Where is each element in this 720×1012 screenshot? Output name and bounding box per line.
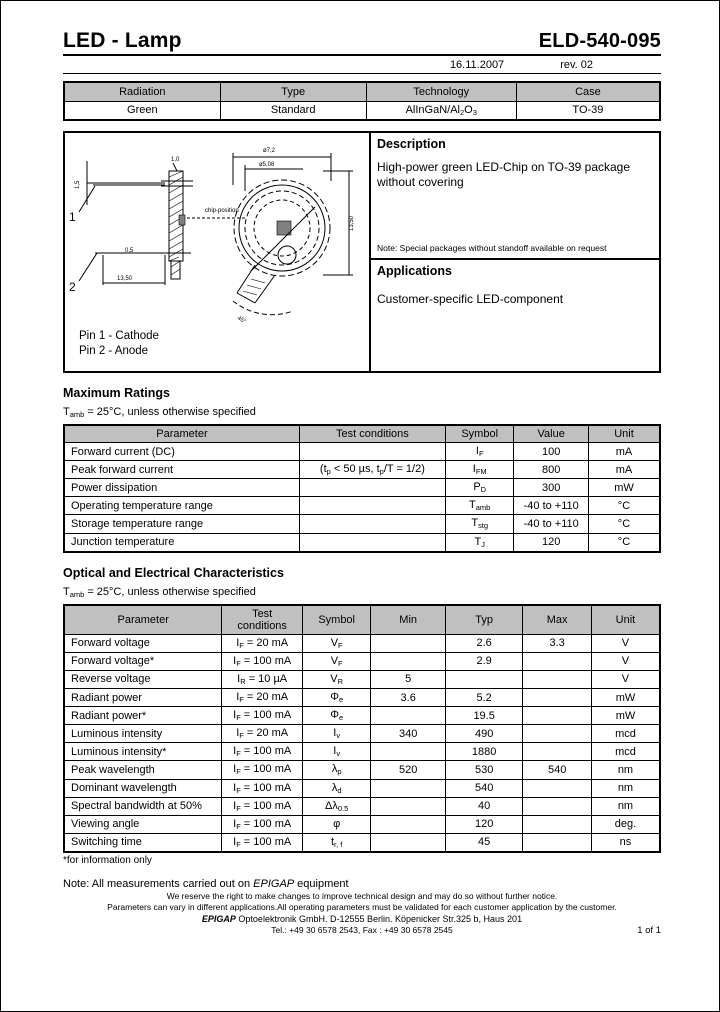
- oc-cond-sub: F: [236, 713, 241, 723]
- mr-cond-prefix: T: [63, 406, 70, 418]
- oc-cond-prefix: T: [63, 585, 70, 598]
- mr-symbol-main: T: [469, 499, 476, 512]
- oc-cond-sub: F: [236, 821, 241, 831]
- table-row: [64, 797, 660, 815]
- oc-unit: nm: [591, 761, 660, 779]
- mr-symbol-sub: stg: [478, 521, 489, 531]
- oc-cond-sub: F: [239, 731, 244, 741]
- dim-outer-diameter-label: ø7,2: [263, 148, 276, 154]
- oc-typ: 490: [445, 725, 522, 743]
- oc-unit: nm: [591, 779, 660, 797]
- summary-table: [63, 81, 661, 121]
- mr-parameter: Power dissipation: [64, 479, 299, 497]
- oc-symbol-sub: e: [338, 713, 344, 723]
- document-header: [63, 29, 661, 74]
- oc-cond-rest: = 100 mA: [240, 817, 292, 830]
- oc-max: 3.3: [523, 634, 592, 652]
- oc-symbol-main: Δλ: [325, 799, 338, 812]
- oc-test-conditions: [222, 689, 302, 707]
- oc-typ: 45: [445, 833, 522, 852]
- oc-cond-sub: F: [236, 785, 241, 795]
- oc-header-test-conditions: [222, 605, 302, 635]
- oc-cond-main: I: [236, 691, 240, 704]
- table-row: [64, 707, 660, 725]
- optical-characteristics-title: Optical and Electrical Characteristics: [63, 565, 284, 580]
- oc-typ: 120: [445, 815, 522, 833]
- table-row: [64, 443, 660, 461]
- oc-cond-sub: F: [236, 749, 241, 759]
- mr-header-parameter: Parameter: [64, 425, 299, 443]
- maximum-ratings-condition: [63, 406, 661, 419]
- oc-header-typ: Typ: [445, 605, 522, 635]
- summary-value-row: [64, 101, 660, 120]
- oc-symbol-main: I: [333, 727, 337, 740]
- oc-max: [523, 725, 592, 743]
- oc-cond-main: I: [236, 636, 240, 649]
- description-column: [371, 133, 659, 371]
- oc-test-conditions: [222, 779, 302, 797]
- mr-unit: mW: [588, 479, 660, 497]
- oc-min: [371, 833, 446, 852]
- oc-test-conditions: [222, 634, 302, 652]
- page-content: [63, 29, 661, 936]
- mr-symbol-sub: FM: [475, 467, 487, 477]
- mr-symbol: [445, 443, 514, 461]
- table-row: [64, 515, 660, 533]
- oc-parameter: Radiant power*: [64, 707, 222, 725]
- oc-symbol: [302, 725, 371, 743]
- oc-typ: 540: [445, 779, 522, 797]
- footer-disclaimer-1: We reserve the right to make changes to improve technical design and may do so without further notice.: [166, 890, 558, 901]
- oc-header-test-line1: Test: [252, 607, 273, 620]
- oc-symbol-main: I: [333, 745, 337, 758]
- oc-min: [371, 779, 446, 797]
- oc-cond-sub: F: [236, 803, 241, 813]
- oc-symbol-main: V: [330, 636, 339, 649]
- table-row: [64, 815, 660, 833]
- mr-test-conditions: [299, 443, 445, 461]
- oc-parameter: Radiant power: [64, 689, 222, 707]
- oc-parameter: Forward voltage: [64, 634, 222, 652]
- dim-seat-label: 0,5: [125, 248, 134, 254]
- mr-symbol: [445, 479, 514, 497]
- oc-symbol-main: Φ: [330, 691, 339, 704]
- oc-cond-rest: = 20 mA: [243, 636, 289, 649]
- oc-symbol-sub: d: [337, 785, 342, 795]
- oc-max: [523, 797, 592, 815]
- oc-typ: 2.9: [445, 652, 522, 670]
- oc-unit: deg.: [591, 815, 660, 833]
- oc-cond-rest: = 100 mA: [240, 781, 292, 794]
- package-drawing: [65, 133, 371, 371]
- oc-min: [371, 815, 446, 833]
- mr-symbol-main: T: [474, 535, 482, 548]
- oc-header-parameter: Parameter: [64, 605, 222, 635]
- oc-test-conditions: [222, 670, 302, 688]
- oc-symbol-sub: F: [338, 640, 343, 650]
- oc-symbol: [302, 779, 371, 797]
- oc-cond-main: I: [233, 763, 237, 776]
- dim-angle-label: 45°: [236, 315, 247, 326]
- oc-symbol-sub: 0.5: [337, 803, 349, 813]
- oc-cond-main: I: [233, 654, 237, 667]
- summary-header-type: Type: [220, 82, 366, 101]
- oc-parameter: Forward voltage*: [64, 652, 222, 670]
- document-footer: [63, 878, 661, 936]
- footer-company-address: [63, 913, 661, 925]
- maximum-ratings-table: [63, 424, 661, 553]
- table-row: [64, 779, 660, 797]
- mr-parameter: Peak forward current: [64, 461, 299, 479]
- oc-cond-main: I: [233, 709, 237, 722]
- oc-symbol-sub: p: [337, 767, 342, 777]
- oc-unit: V: [591, 634, 660, 652]
- oc-header-unit: Unit: [591, 605, 660, 635]
- oc-min: [371, 743, 446, 761]
- oc-typ: 19.5: [445, 707, 522, 725]
- oc-symbol-main: λ: [331, 781, 338, 794]
- table-row: [64, 461, 660, 479]
- mr-symbol: [445, 533, 514, 552]
- technology-formula-pre: AlInGaN/Al: [405, 103, 461, 116]
- document-date: 16.11.2007: [449, 59, 505, 71]
- oc-test-conditions: [222, 725, 302, 743]
- oc-typ: 5.2: [445, 689, 522, 707]
- oc-unit: mcd: [591, 725, 660, 743]
- mr-parameter: Storage temperature range: [64, 515, 299, 533]
- oc-symbol-main: φ: [333, 817, 341, 830]
- summary-header-radiation: Radiation: [64, 82, 220, 101]
- summary-header-row: [64, 82, 660, 101]
- oc-unit: mW: [591, 707, 660, 725]
- oc-cond-rest: = 100 mA: [240, 763, 292, 776]
- oc-parameter: Luminous intensity*: [64, 743, 222, 761]
- oc-symbol-sub: F: [338, 658, 343, 668]
- oc-symbol-sub: e: [338, 695, 344, 705]
- mr-symbol: [445, 497, 514, 515]
- mr-header-row: [64, 425, 660, 443]
- oc-cond-rest: = 100 mA: [240, 799, 292, 812]
- part-number: ELD-540-095: [538, 30, 661, 52]
- optical-characteristics-table: [63, 604, 661, 853]
- oc-test-conditions: [222, 833, 302, 852]
- oc-min: [371, 797, 446, 815]
- footer-note-suffix: equipment: [294, 877, 349, 890]
- oc-cond-sub: F: [236, 658, 241, 668]
- oc-symbol-main: t: [330, 835, 335, 848]
- summary-value-case: TO-39: [516, 101, 660, 120]
- footer-note-brand: EPIGAP: [253, 877, 295, 890]
- table-row: [64, 652, 660, 670]
- oc-min: 520: [371, 761, 446, 779]
- header-title-row: [63, 29, 661, 53]
- oc-min: [371, 707, 446, 725]
- oc-symbol-sub: v: [336, 749, 341, 759]
- oc-symbol: [302, 743, 371, 761]
- oc-typ: 40: [445, 797, 522, 815]
- summary-header-technology: Technology: [366, 82, 516, 101]
- oc-max: [523, 779, 592, 797]
- oc-max: [523, 652, 592, 670]
- mr-symbol-sub: J: [481, 539, 485, 549]
- oc-max: [523, 743, 592, 761]
- oc-cond-rest: = 100 mA: [240, 654, 292, 667]
- mr-test-conditions: [299, 515, 445, 533]
- oc-symbol: [302, 797, 371, 815]
- oc-cond-rest: = 10 µA: [245, 672, 288, 685]
- mr-header-value: Value: [514, 425, 589, 443]
- oc-symbol-main: V: [330, 654, 339, 667]
- table-row: [64, 833, 660, 852]
- optical-characteristics-condition: [63, 586, 661, 599]
- oc-parameter: Reverse voltage: [64, 670, 222, 688]
- header-divider-2: [63, 73, 661, 74]
- dim-top-label: 1,0: [171, 157, 180, 163]
- oc-header-min: Min: [371, 605, 446, 635]
- oc-max: [523, 815, 592, 833]
- dim-total-label: 13,50: [117, 276, 133, 282]
- oc-cond-main: I: [236, 727, 240, 740]
- footer-contact: Tel.: +49 30 6578 2543, Fax : +49 30 6578 2545: [271, 924, 453, 935]
- dim-length-label: 13,50: [349, 215, 355, 231]
- oc-symbol: [302, 670, 371, 688]
- oc-symbol-main: Φ: [330, 709, 339, 722]
- oc-symbol: [302, 652, 371, 670]
- oc-symbol-sub: R: [337, 677, 344, 687]
- technology-formula-sub2: 3: [472, 107, 477, 117]
- oc-unit: mcd: [591, 743, 660, 761]
- oc-max: [523, 689, 592, 707]
- oc-typ: 1880: [445, 743, 522, 761]
- oc-parameter: Dominant wavelength: [64, 779, 222, 797]
- oc-min: [371, 652, 446, 670]
- oc-header-symbol: Symbol: [302, 605, 371, 635]
- document-revision: rev. 02: [560, 59, 593, 71]
- optical-footnote: *for information only: [63, 854, 152, 866]
- oc-max: [523, 707, 592, 725]
- footer-disclaimer-2: Parameters can vary in different applications.All operating parameters must be validated for each customer application by the customer.: [107, 901, 617, 912]
- oc-header-row: [64, 605, 660, 635]
- oc-cond-sub: amb: [69, 589, 85, 599]
- oc-symbol-sub: r, f: [334, 839, 343, 849]
- oc-unit: V: [591, 652, 660, 670]
- pin-2-label: Pin 2 - Anode: [79, 345, 149, 357]
- oc-symbol-sub: v: [336, 731, 341, 741]
- mr-value: -40 to +110: [514, 497, 589, 515]
- oc-test-conditions: [222, 652, 302, 670]
- table-row: [64, 761, 660, 779]
- mr-unit: mA: [588, 461, 660, 479]
- oc-typ: 530: [445, 761, 522, 779]
- oc-test-conditions: [222, 743, 302, 761]
- oc-cond-sub: F: [239, 695, 244, 705]
- summary-value-type: Standard: [220, 101, 366, 120]
- dim-height-label: 1,5: [75, 180, 81, 189]
- table-row: [64, 743, 660, 761]
- oc-header-max: Max: [523, 605, 592, 635]
- mr-cond-rest: = 25°C, unless otherwise specified: [84, 406, 256, 418]
- table-row: [64, 479, 660, 497]
- oc-parameter: Spectral bandwidth at 50%: [64, 797, 222, 815]
- mr-test-conditions: [299, 497, 445, 515]
- oc-min: [371, 634, 446, 652]
- summary-header-case: Case: [516, 82, 660, 101]
- technology-formula-sub1: 2: [460, 107, 465, 117]
- description-heading: Description: [377, 137, 446, 151]
- pin-1-marker: 1: [69, 210, 76, 224]
- pin-2-marker: 2: [69, 280, 76, 294]
- oc-cond-main: I: [233, 799, 237, 812]
- footer-note-prefix: Note: All measurements carried out on: [63, 877, 254, 890]
- oc-cond-sub: F: [239, 640, 244, 650]
- mr-test-conditions: [299, 479, 445, 497]
- oc-cond-rest: = 100 mA: [240, 709, 292, 722]
- oc-parameter: Peak wavelength: [64, 761, 222, 779]
- oc-typ: 2.6: [445, 634, 522, 652]
- mr-unit: °C: [588, 533, 660, 552]
- oc-unit: mW: [591, 689, 660, 707]
- oc-typ: [445, 670, 522, 688]
- oc-cond-main: I: [233, 745, 237, 758]
- oc-cond-rest: = 100 mA: [240, 745, 292, 758]
- oc-max: [523, 833, 592, 852]
- oc-cond-main: I: [233, 817, 237, 830]
- mr-symbol-main: I: [475, 445, 479, 458]
- oc-test-conditions: [222, 761, 302, 779]
- oc-test-conditions: [222, 707, 302, 725]
- mr-symbol: [445, 515, 514, 533]
- oc-cond-main: I: [233, 835, 237, 848]
- table-row: [64, 634, 660, 652]
- oc-cond-rest: = 20 mA: [243, 727, 289, 740]
- oc-cond-sub: F: [236, 839, 241, 849]
- oc-symbol: [302, 634, 371, 652]
- oc-max: 540: [523, 761, 592, 779]
- applications-body: Customer-specific LED-component: [377, 292, 564, 306]
- oc-min: 5: [371, 670, 446, 688]
- oc-test-conditions: [222, 815, 302, 833]
- technology-formula-mid: O: [464, 103, 473, 116]
- oc-parameter: Switching time: [64, 833, 222, 852]
- oc-symbol-main: λ: [331, 763, 338, 776]
- table-row: [64, 670, 660, 688]
- oc-symbol-main: V: [330, 672, 338, 685]
- page-title: LED - Lamp: [63, 29, 182, 52]
- mr-symbol-main: T: [471, 517, 479, 530]
- summary-value-radiation: Green: [64, 101, 220, 120]
- mr-parameter: Forward current (DC): [64, 443, 299, 461]
- maximum-ratings-title: Maximum Ratings: [63, 386, 170, 400]
- applications-heading: Applications: [377, 264, 453, 278]
- dim-inner-diameter-label: ø5,08: [259, 162, 275, 168]
- oc-cond-main: I: [237, 672, 241, 685]
- description-note: Note: Special packages without standoff available on request: [377, 243, 607, 253]
- oc-cond-rest: = 25°C, unless otherwise specified: [84, 585, 256, 598]
- oc-header-test-line2: conditions: [237, 619, 287, 632]
- oc-cond-main: I: [233, 781, 237, 794]
- mr-value: 800: [514, 461, 589, 479]
- mr-symbol-sub: amb: [475, 503, 491, 513]
- pin-1-label: Pin 1 - Cathode: [79, 330, 159, 342]
- table-row: [64, 725, 660, 743]
- mr-header-symbol: Symbol: [445, 425, 514, 443]
- mr-parameter: Junction temperature: [64, 533, 299, 552]
- description-body: High-power green LED-Chip on TO-39 package without covering: [377, 160, 631, 189]
- mr-test-conditions: ($t_p < 50$ µs, $t_p/T = 1/2$): [299, 461, 445, 479]
- mr-test-conditions: [299, 533, 445, 552]
- table-row: [64, 533, 660, 552]
- oc-symbol: [302, 707, 371, 725]
- oc-max: [523, 670, 592, 688]
- dim-chip-label: chip-position: [205, 208, 239, 214]
- mr-symbol: [445, 461, 514, 479]
- mr-value: 100: [514, 443, 589, 461]
- mr-unit: °C: [588, 497, 660, 515]
- mr-parameter: Operating temperature range: [64, 497, 299, 515]
- pin-legend: [79, 329, 159, 359]
- oc-cond-sub: R: [240, 677, 246, 687]
- mr-unit: mA: [588, 443, 660, 461]
- package-and-description-block: [63, 131, 661, 373]
- oc-unit: nm: [591, 797, 660, 815]
- mr-value: -40 to +110: [514, 515, 589, 533]
- mr-symbol-sub: D: [480, 485, 487, 495]
- oc-cond-sub: F: [236, 767, 241, 777]
- table-row: [64, 689, 660, 707]
- mr-symbol-main: P: [473, 481, 481, 494]
- mr-symbol-main: I: [472, 463, 476, 476]
- footer-company-rest: Optoelektronik GmbH. D-12555 Berlin. Köpenicker Str.325 b, Haus 201: [235, 913, 523, 924]
- applications-box: [371, 260, 659, 371]
- oc-cond-rest: = 20 mA: [243, 691, 289, 704]
- oc-symbol: [302, 815, 371, 833]
- description-box: [371, 133, 659, 260]
- mr-unit: °C: [588, 515, 660, 533]
- oc-symbol: [302, 833, 371, 852]
- oc-parameter: Luminous intensity: [64, 725, 222, 743]
- mr-value: 120: [514, 533, 589, 552]
- oc-min: 3.6: [371, 689, 446, 707]
- page-number: 1 of 1: [637, 924, 661, 936]
- oc-symbol: [302, 689, 371, 707]
- mr-symbol-sub: F: [478, 449, 484, 459]
- oc-test-conditions: [222, 797, 302, 815]
- mr-header-test-conditions: Test conditions: [299, 425, 445, 443]
- summary-value-technology: [366, 101, 516, 120]
- table-row: [64, 497, 660, 515]
- mr-value: 300: [514, 479, 589, 497]
- oc-min: 340: [371, 725, 446, 743]
- mr-header-unit: Unit: [588, 425, 660, 443]
- oc-cond-rest: = 100 mA: [240, 835, 292, 848]
- mr-cond-sub: amb: [69, 410, 85, 420]
- oc-unit: ns: [591, 833, 660, 852]
- oc-parameter: Viewing angle: [64, 815, 222, 833]
- footer-measurement-note: [63, 878, 661, 890]
- oc-unit: V: [591, 670, 660, 688]
- header-meta-row: [63, 56, 661, 73]
- oc-symbol: [302, 761, 371, 779]
- footer-company-brand: EPIGAP: [201, 913, 236, 924]
